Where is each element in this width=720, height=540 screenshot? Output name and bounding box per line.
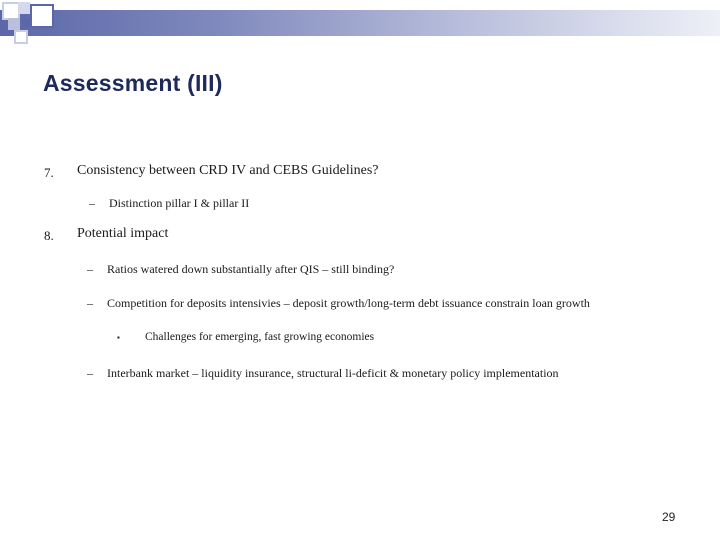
slide-title: Assessment (III) [43, 70, 223, 96]
sub-sub-item-text: Challenges for emerging, fast growing economies [145, 331, 375, 343]
sub-item-marker: – [87, 366, 93, 380]
sub-item-text: Interbank market – liquidity insurance, structural li-deficit & monetary policy implementation [107, 366, 559, 380]
item-number: 7. [44, 165, 54, 180]
sub-item-text: Ratios watered down substantially after QIS – still binding? [107, 262, 395, 276]
sub-item-marker: – [87, 296, 93, 310]
sub-item-marker: – [87, 262, 93, 276]
page-number: 29 [662, 510, 676, 524]
sub-item-text: Distinction pillar I & pillar II [109, 196, 250, 210]
sub-item-text: Competition for deposits intensivies – deposit growth/long-term debt issuance constrain loan growth [107, 296, 590, 310]
header-gradient-band [0, 10, 720, 36]
list-item-text: Potential impact [77, 226, 169, 241]
sub-item-marker: – [89, 196, 95, 210]
list-item-text: Consistency between CRD IV and CEBS Guidelines? [77, 163, 379, 178]
bullet-icon: ▪ [117, 333, 120, 342]
item-number: 8. [44, 228, 54, 243]
decorative-squares [0, 0, 60, 46]
